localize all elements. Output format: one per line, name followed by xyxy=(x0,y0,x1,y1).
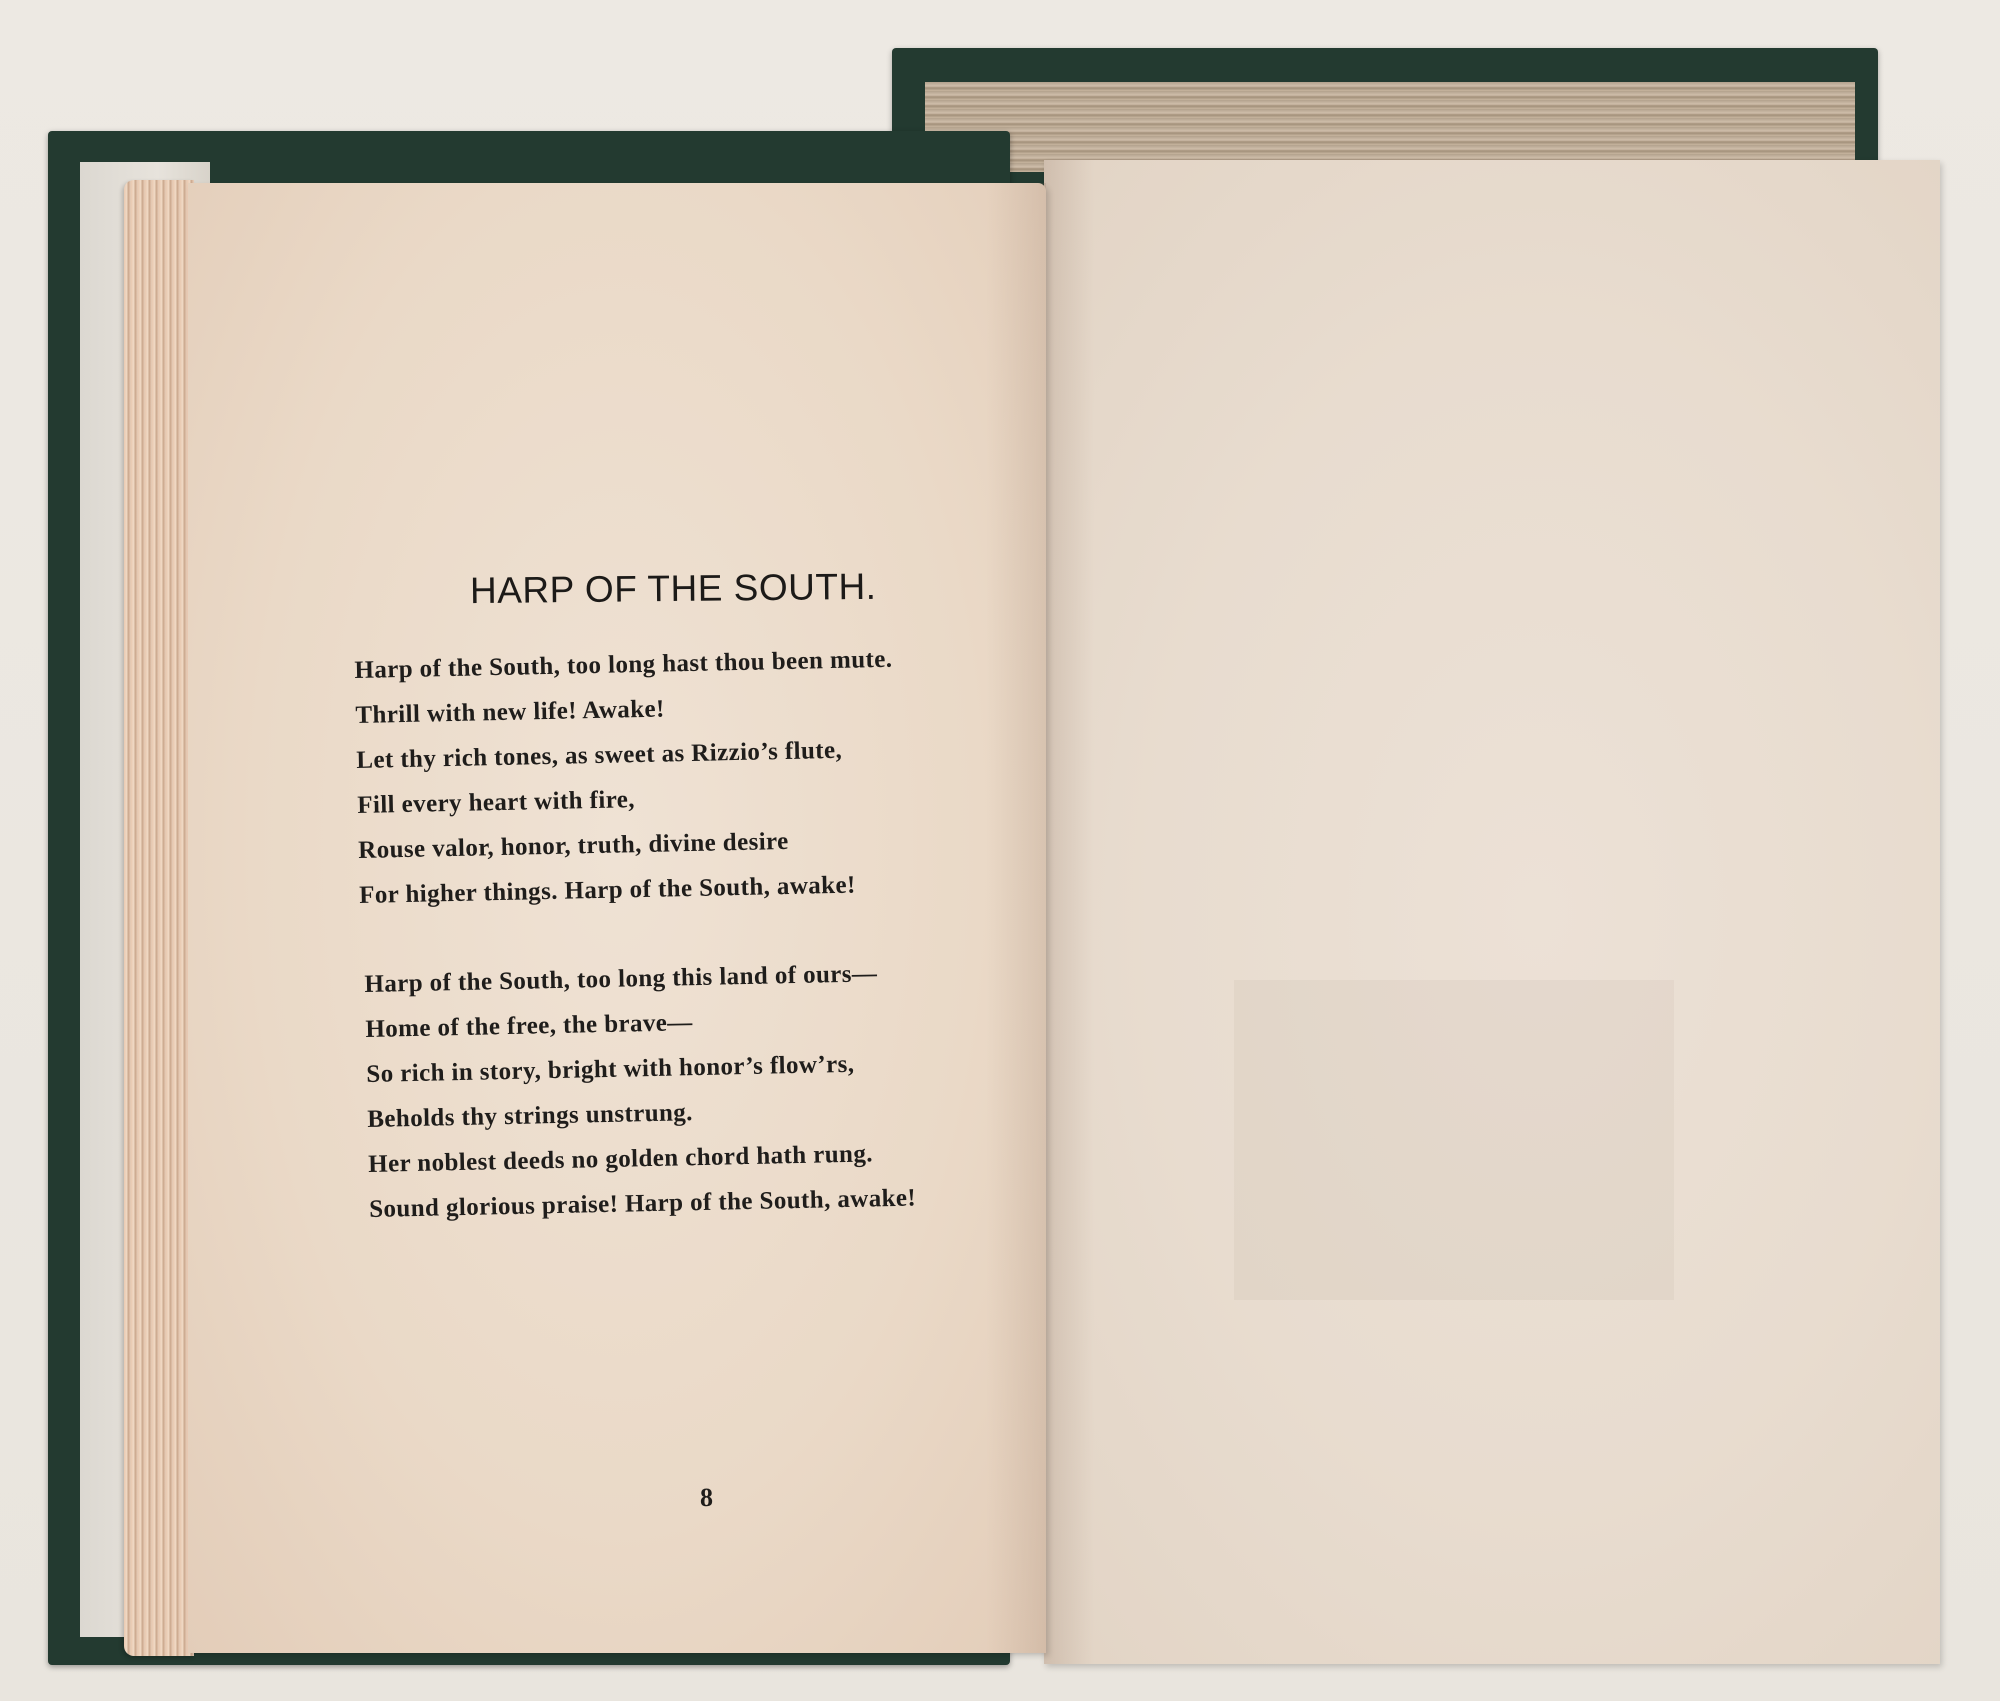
poem-line: Her noblest deeds no golden chord hath rung. xyxy=(367,1140,874,1178)
poem-line: Home of the free, the brave— xyxy=(365,1009,693,1043)
poem-line: Thrill with new life! Awake! xyxy=(355,695,665,729)
poem-line: Sound glorious praise! Harp of the South, awake! xyxy=(368,1184,917,1223)
page-number: 8 xyxy=(700,1483,713,1512)
poem-line: So rich in story, bright with honor’s flow’rs, xyxy=(366,1050,855,1088)
poem-line: Harp of the South, too long this land of ours— xyxy=(364,960,878,998)
poem-line: Harp of the South, too long hast thou been mute. xyxy=(354,645,893,684)
left-page-edges xyxy=(124,180,194,1656)
right-page-block-edges xyxy=(925,82,1855,172)
poem-line: Beholds thy strings unstrung. xyxy=(367,1099,694,1133)
poem-title: HARP OF THE SOUTH. xyxy=(469,565,877,612)
poem-line: Fill every heart with fire, xyxy=(357,786,636,819)
poem-line: For higher things. Harp of the South, awake! xyxy=(358,871,856,909)
show-through-shadow xyxy=(1234,980,1674,1300)
left-page xyxy=(188,183,1046,1653)
poem-line: Rouse valor, honor, truth, divine desire xyxy=(357,827,789,864)
stanza-2 xyxy=(364,951,917,1232)
right-page xyxy=(1044,160,1940,1664)
poem-line: Let thy rich tones, as sweet as Rizzio’s flute, xyxy=(356,736,843,774)
stanza-1 xyxy=(354,637,898,918)
